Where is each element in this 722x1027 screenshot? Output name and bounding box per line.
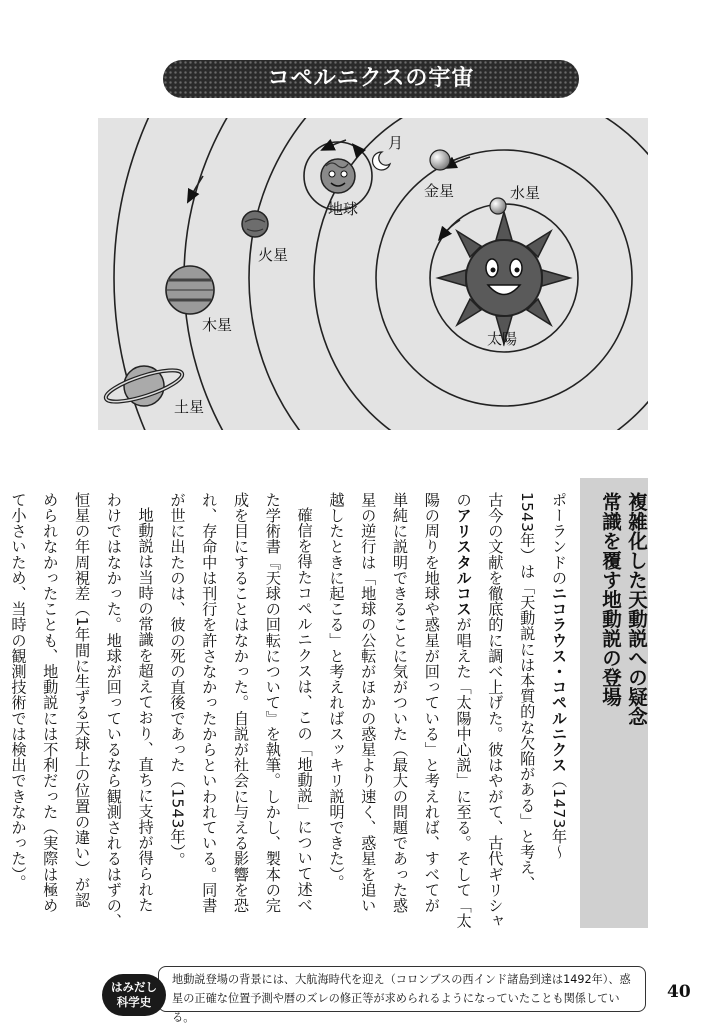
sun-icon [438, 212, 570, 344]
saturn-icon [103, 364, 185, 408]
earth-icon [321, 159, 355, 193]
moon-label: 月 [388, 134, 404, 152]
earth-label: 地球 [328, 200, 359, 218]
text-line: た学術書『天球の回転について』を執筆。しかし、製本の完 [263, 492, 282, 914]
text-line: 地動説は当時の常識を超えており、直ちに支持が得られた [136, 507, 155, 913]
text-line: 星の逆行は「地球の公転がほかの惑星より速く、惑星を追い [359, 492, 378, 914]
mars-icon [242, 211, 268, 237]
solar-system-diagram [98, 118, 648, 430]
footnote-text [172, 970, 632, 1027]
title-banner [163, 60, 579, 98]
footnote-line-1: 地動説登場の背景には、大航海時代を迎え（コロンブスの西インド諸島到達は1492年）、惑 [172, 973, 631, 986]
text-line: 恒星の年周視差（1年間に生ずる天球上の位置の違い）が認 [73, 492, 92, 908]
text-line: れ、存命中は刊行を許さなかったからといわれている。同書 [200, 492, 219, 914]
venus-label: 金星 [424, 182, 455, 200]
text-line: 古今の文献を徹底的に調べ上げた。彼はやがて、古代ギリシャ [486, 492, 505, 929]
text-line: て小さいため、当時の観測技術では検出できなかった）。 [9, 492, 28, 890]
page-title: コペルニクスの宇宙 [267, 66, 475, 91]
text-line: わけではなかった。地球が回っているなら観測されるはずの、 [104, 492, 123, 929]
section-heading [597, 492, 649, 922]
text-line: ポーランドのニコラウス・コペルニクス（1473年〜 [550, 492, 568, 860]
footnote-badge [102, 974, 166, 1016]
venus-icon [430, 150, 450, 170]
mercury-label: 水星 [510, 184, 541, 202]
heading-line-1: 複雑化した天動説への疑念 [625, 492, 648, 726]
text-line: 1543年）は「天動説には本質的な欠陥がある」と考え、 [518, 492, 537, 892]
jupiter-label: 木星 [202, 316, 233, 334]
name-copernicus: ニコラウス・コペルニクス [550, 585, 568, 773]
text-line: のアリスタルコスが唱えた「太陽中心説」に至る。そして「太 [454, 492, 473, 929]
text-line: 越したときに起こる」と考えればスッキリ説明できた）。 [327, 492, 346, 890]
text-line: 成を目にすることはなかった。自説が社会に与える影響を恐 [232, 492, 251, 914]
text-line: 単純に説明できることに気がついた（最大の問題であった惑 [391, 492, 410, 914]
moon-icon [373, 152, 390, 170]
orbit-illustration [98, 118, 648, 430]
badge-line-2: 科学史 [116, 995, 152, 1009]
text-line: が世に出たのは、彼の死の直後であった（1543年）。 [168, 492, 187, 868]
heading-line-2: 常識を覆す地動説の登場 [599, 492, 622, 707]
saturn-label: 土星 [174, 398, 205, 416]
mars-label: 火星 [258, 246, 289, 264]
jupiter-icon [166, 266, 214, 314]
sun-label: 太陽 [487, 330, 518, 348]
mercury-icon [490, 198, 506, 214]
text-line: 陽の周りを地球や惑星が回っている」と考えれば、すべてが [422, 492, 441, 914]
body-text [2, 492, 574, 929]
text-line: 確信を得たコペルニクスは、この「地動説」について述べ [295, 507, 314, 913]
badge-line-1: はみだし [111, 980, 157, 994]
page-number: 40 [667, 982, 691, 1002]
name-aristarchus: アリスタルコス [454, 507, 473, 617]
footnote-line-2: 星の正確な位置予測や暦のズレの修正等が求められるようになっていたことも関係している。 [172, 992, 620, 1024]
text-line: められなかったことも、地動説には不利だった（実際は極め [41, 492, 60, 914]
